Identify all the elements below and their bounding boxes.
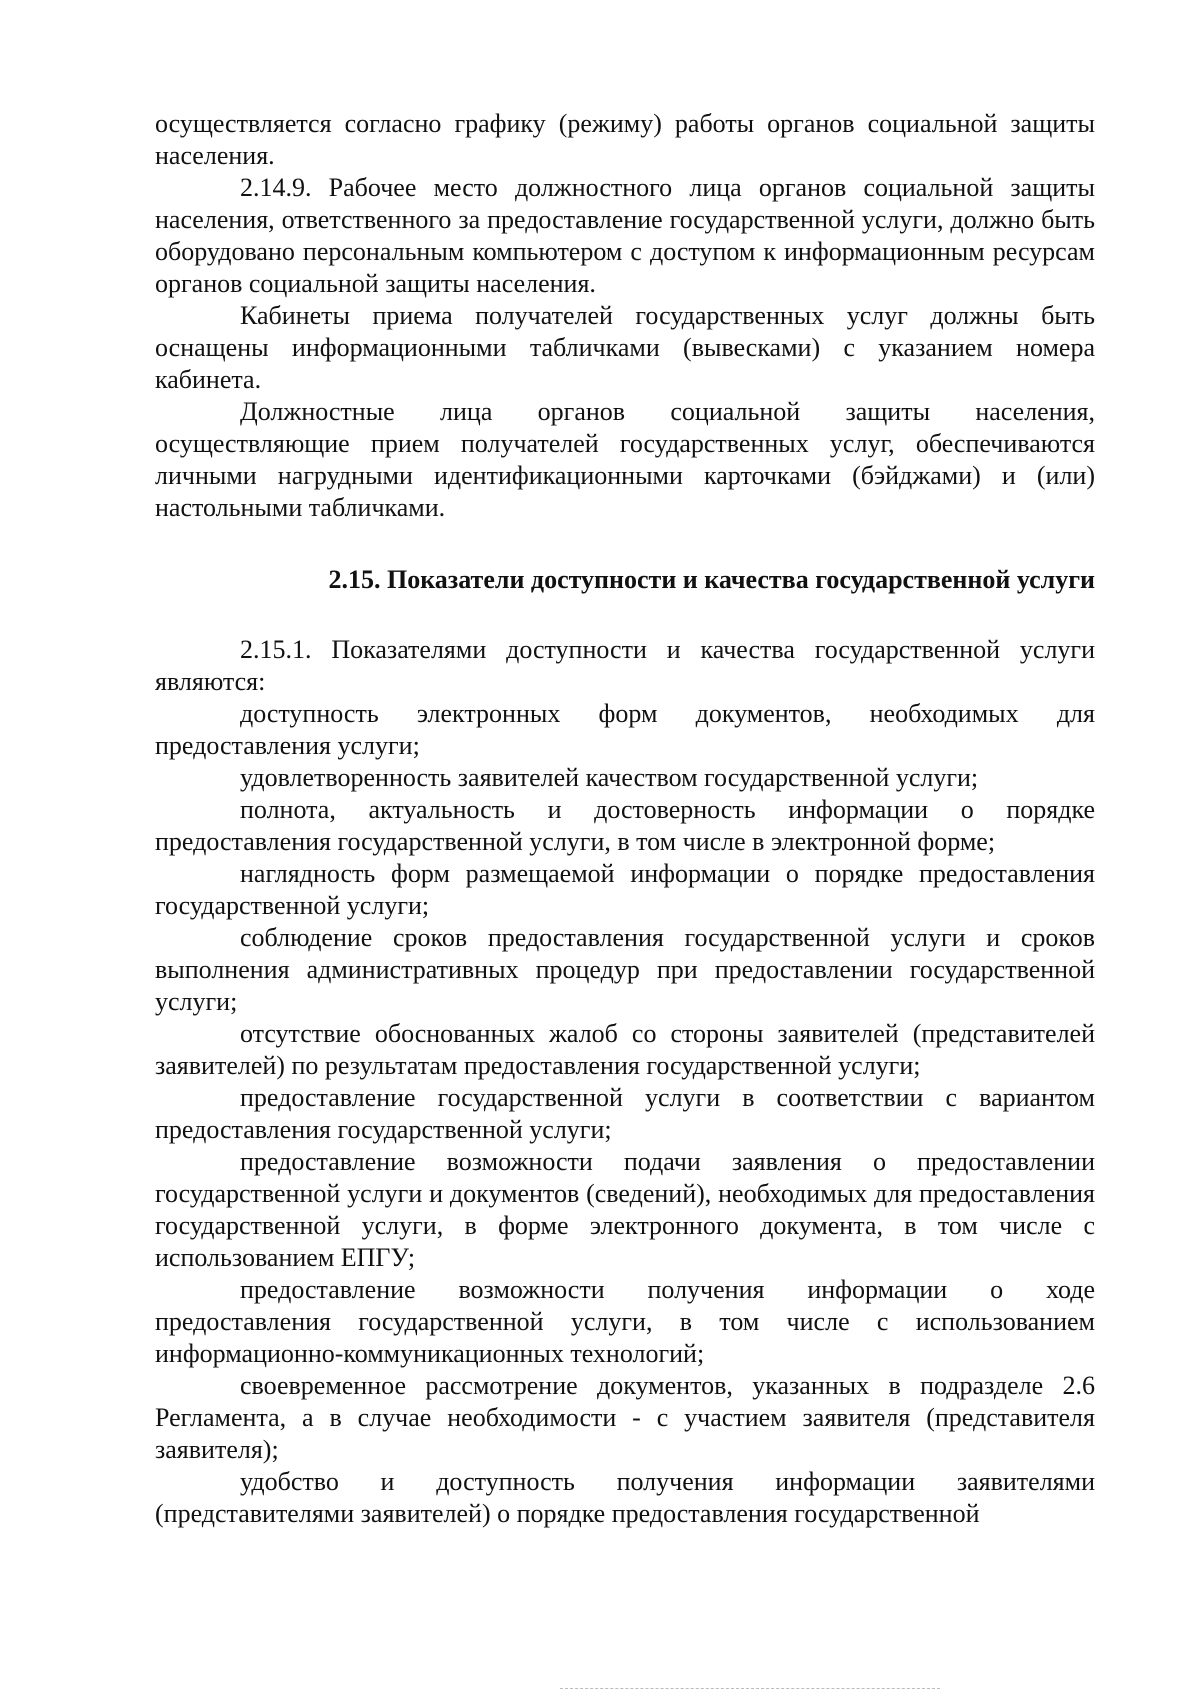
paragraph-cabinets: Кабинеты приема получателей государственных услуг должны быть оснащены информационными табличками (вывесками) с указанием номера кабинета.: [155, 301, 1095, 394]
list-item: полнота, актуальность и достоверность информации о порядке предоставления государственной услуги, в том числе в электронной форме;: [155, 795, 1095, 856]
list-item: удобство и доступность получения информации заявителями (представителями заявителей) о порядке предоставления государственной: [155, 1467, 1095, 1528]
list-item: удовлетворенность заявителей качеством государственной услуги;: [240, 763, 979, 792]
list-item: наглядность форм размещаемой информации о порядке предоставления государственной услуги;: [155, 859, 1095, 920]
list-item: предоставление возможности подачи заявления о предоставлении государственной услуги и документов (сведений), необходимых для предоставления государственной услуги, в форме электронного документа, в том числе с использованием ЕПГУ;: [155, 1147, 1095, 1272]
list-item: своевременное рассмотрение документов, указанных в подразделе 2.6 Регламента, а в случае необходимости - с участием заявителя (представителя заявителя);: [155, 1371, 1095, 1464]
paragraph-2-14-9: 2.14.9. Рабочее место должностного лица органов социальной защиты населения, ответственного за предоставление государственной услуги, должно быть оборудовано персональным компьютером с доступом к информационным ресурсам органов социальной защиты населения.: [155, 173, 1095, 298]
list-item: доступность электронных форм документов, необходимых для предоставления услуги;: [155, 699, 1095, 760]
scan-edge-divider: [560, 1688, 940, 1689]
list-item: предоставление государственной услуги в соответствии с вариантом предоставления государственной услуги;: [155, 1083, 1095, 1144]
paragraph-officials: Должностные лица органов социальной защиты населения, осуществляющие прием получателей государственных услуг, обеспечиваются личными нагрудными идентификационными карточками (бэйджами) и (или) настольными табличками.: [155, 397, 1095, 522]
paragraph-2-15-1: 2.15.1. Показателями доступности и качества государственной услуги являются:: [155, 635, 1095, 696]
list-item: соблюдение сроков предоставления государственной услуги и сроков выполнения административных процедур при предоставлении государственной услуги;: [155, 923, 1095, 1016]
document-page: [155, 108, 1095, 1530]
paragraph-continuation: осуществляется согласно графику (режиму) работы органов социальной защиты населения.: [155, 109, 1095, 170]
section-heading-2-15: 2.15. Показатели доступности и качества государственной услуги: [328, 565, 1095, 594]
list-item: предоставление возможности получения информации о ходе предоставления государственной услуги, в том числе с использованием информационно-коммуникационных технологий;: [155, 1275, 1095, 1368]
list-item: отсутствие обоснованных жалоб со стороны заявителей (представителей заявителей) по результатам предоставления государственной услуги;: [155, 1019, 1095, 1080]
